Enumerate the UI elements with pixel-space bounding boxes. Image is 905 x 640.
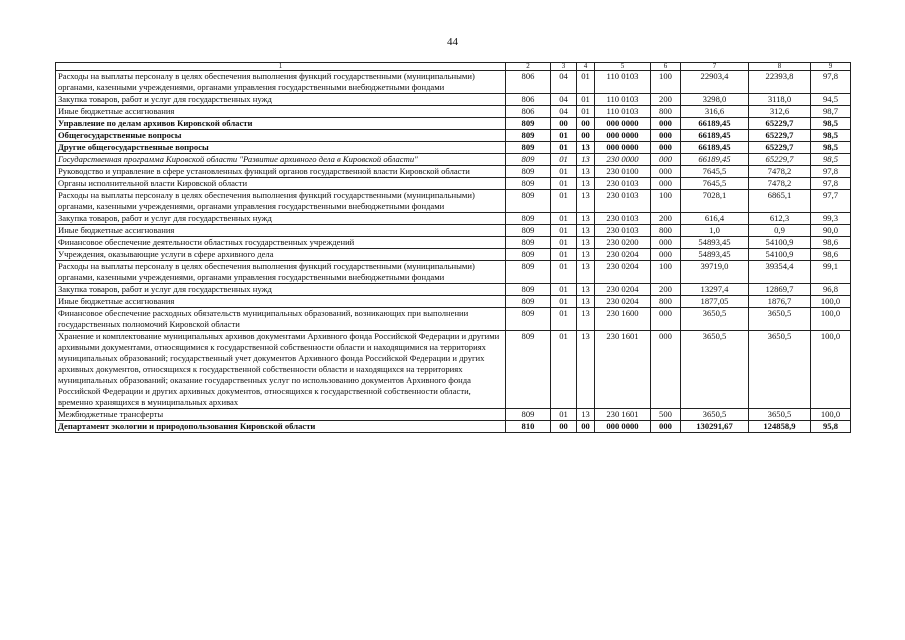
row-name: Другие общегосударственные вопросы [56,142,506,154]
actual-amount: 12869,7 [749,284,811,296]
actual-amount: 65229,7 [749,154,811,166]
column-header: 3 [551,63,577,71]
percent-executed: 90,0 [811,225,851,237]
section-code: 01 [551,166,577,178]
admin-code: 806 [506,94,551,106]
expense-type: 800 [651,225,681,237]
actual-amount: 6865,1 [749,190,811,213]
admin-code: 809 [506,190,551,213]
percent-executed: 98,5 [811,142,851,154]
actual-amount: 65229,7 [749,118,811,130]
subsection-code: 13 [577,284,595,296]
column-header: 4 [577,63,595,71]
table-row [56,154,851,166]
target-code: 000 0000 [595,130,651,142]
planned-amount: 66189,45 [681,130,749,142]
section-code: 04 [551,94,577,106]
row-name: Финансовое обеспечение деятельности областных государственных учреждений [56,237,506,249]
table-row [56,409,851,421]
planned-amount: 130291,67 [681,421,749,433]
section-code: 01 [551,130,577,142]
table-row [56,130,851,142]
expense-type: 000 [651,308,681,331]
subsection-code: 13 [577,178,595,190]
percent-executed: 99,3 [811,213,851,225]
target-code: 230 0200 [595,237,651,249]
table-row [56,261,851,284]
expense-type: 000 [651,118,681,130]
target-code: 230 0103 [595,190,651,213]
target-code: 110 0103 [595,106,651,118]
section-code: 01 [551,409,577,421]
table-row [56,225,851,237]
row-name: Расходы на выплаты персоналу в целях обеспечения выполнения функций государственными (муниципальными) органами, казенными учреждениями, органами управления государственными внебюджетными фондами [56,190,506,213]
planned-amount: 1,0 [681,225,749,237]
target-code: 000 0000 [595,118,651,130]
subsection-code: 13 [577,166,595,178]
subsection-code: 13 [577,308,595,331]
actual-amount: 39354,4 [749,261,811,284]
subsection-code: 13 [577,213,595,225]
table-row [56,237,851,249]
actual-amount: 65229,7 [749,130,811,142]
expense-type: 200 [651,213,681,225]
row-name: Межбюджетные трансферты [56,409,506,421]
subsection-code: 00 [577,130,595,142]
planned-amount: 66189,45 [681,142,749,154]
expense-type: 000 [651,249,681,261]
percent-executed: 98,5 [811,154,851,166]
target-code: 230 0100 [595,166,651,178]
percent-executed: 99,1 [811,261,851,284]
expense-type: 000 [651,237,681,249]
planned-amount: 3298,0 [681,94,749,106]
subsection-code: 13 [577,154,595,166]
table-row [56,178,851,190]
admin-code: 809 [506,130,551,142]
subsection-code: 00 [577,118,595,130]
section-code: 01 [551,331,577,409]
actual-amount: 3650,5 [749,331,811,409]
section-code: 01 [551,178,577,190]
table-row [56,213,851,225]
admin-code: 809 [506,331,551,409]
column-header: 8 [749,63,811,71]
target-code: 000 0000 [595,421,651,433]
row-name: Управление по делам архивов Кировской области [56,118,506,130]
row-name: Расходы на выплаты персоналу в целях обеспечения выполнения функций государственными (муниципальными) органами, казенными учреждениями, органами управления государственными внебюджетными фондами [56,261,506,284]
admin-code: 809 [506,308,551,331]
column-header: 6 [651,63,681,71]
planned-amount: 3650,5 [681,331,749,409]
percent-executed: 98,6 [811,237,851,249]
expense-type: 500 [651,409,681,421]
table-row [56,284,851,296]
subsection-code: 01 [577,106,595,118]
percent-executed: 98,5 [811,130,851,142]
section-code: 01 [551,237,577,249]
percent-executed: 98,6 [811,249,851,261]
subsection-code: 13 [577,296,595,308]
admin-code: 809 [506,284,551,296]
subsection-code: 01 [577,94,595,106]
target-code: 230 1600 [595,308,651,331]
section-code: 01 [551,225,577,237]
row-name: Органы исполнительной власти Кировской области [56,178,506,190]
admin-code: 809 [506,237,551,249]
admin-code: 809 [506,166,551,178]
planned-amount: 3650,5 [681,409,749,421]
row-name: Иные бюджетные ассигнования [56,106,506,118]
admin-code: 806 [506,106,551,118]
target-code: 230 1601 [595,409,651,421]
subsection-code: 13 [577,261,595,284]
actual-amount: 3650,5 [749,409,811,421]
table-row [56,71,851,94]
table-row [56,190,851,213]
table-row [56,106,851,118]
section-code: 01 [551,154,577,166]
subsection-code: 13 [577,237,595,249]
row-name: Учреждения, оказывающие услуги в сфере архивного дела [56,249,506,261]
row-name: Расходы на выплаты персоналу в целях обеспечения выполнения функций государственными (муниципальными) органами, казенными учреждениями, органами управления государственными внебюджетными фондами [56,71,506,94]
table-row [56,296,851,308]
section-code: 01 [551,296,577,308]
percent-executed: 94,5 [811,94,851,106]
section-code: 00 [551,421,577,433]
planned-amount: 66189,45 [681,154,749,166]
admin-code: 809 [506,178,551,190]
expense-type: 800 [651,296,681,308]
target-code: 230 0204 [595,249,651,261]
planned-amount: 22903,4 [681,71,749,94]
table-row [56,249,851,261]
row-name: Закупка товаров, работ и услуг для государственных нужд [56,213,506,225]
target-code: 230 0000 [595,154,651,166]
table-row [56,118,851,130]
admin-code: 809 [506,296,551,308]
section-code: 04 [551,106,577,118]
planned-amount: 39719,0 [681,261,749,284]
actual-amount: 22393,8 [749,71,811,94]
row-name: Руководство и управление в сфере установленных функций органов государственной власти Кировской области [56,166,506,178]
table-row [56,308,851,331]
actual-amount: 0,9 [749,225,811,237]
target-code: 110 0103 [595,71,651,94]
percent-executed: 97,8 [811,71,851,94]
subsection-code: 13 [577,409,595,421]
row-name: Закупка товаров, работ и услуг для государственных нужд [56,284,506,296]
percent-executed: 96,8 [811,284,851,296]
admin-code: 809 [506,213,551,225]
section-code: 01 [551,249,577,261]
row-name: Департамент экологии и природопользования Кировской области [56,421,506,433]
actual-amount: 1876,7 [749,296,811,308]
page-number: 44 [447,36,458,48]
column-header: 7 [681,63,749,71]
planned-amount: 54893,45 [681,249,749,261]
row-name: Иные бюджетные ассигнования [56,225,506,237]
table-row [56,421,851,433]
budget-table [55,62,851,433]
expense-type: 000 [651,421,681,433]
table-row [56,142,851,154]
section-code: 01 [551,213,577,225]
admin-code: 809 [506,225,551,237]
planned-amount: 54893,45 [681,237,749,249]
expense-type: 200 [651,94,681,106]
row-name: Финансовое обеспечение расходных обязательств муниципальных образований, возникающих при выполнении государственных полномочий Кировской области [56,308,506,331]
row-name: Иные бюджетные ассигнования [56,296,506,308]
planned-amount: 616,4 [681,213,749,225]
planned-amount: 7028,1 [681,190,749,213]
planned-amount: 7645,5 [681,178,749,190]
column-header: 9 [811,63,851,71]
expense-type: 800 [651,106,681,118]
row-name: Закупка товаров, работ и услуг для государственных нужд [56,94,506,106]
table-row [56,166,851,178]
target-code: 230 1601 [595,331,651,409]
percent-executed: 100,0 [811,409,851,421]
target-code: 000 0000 [595,142,651,154]
percent-executed: 100,0 [811,296,851,308]
admin-code: 810 [506,421,551,433]
subsection-code: 13 [577,225,595,237]
expense-type: 100 [651,190,681,213]
column-header: 2 [506,63,551,71]
actual-amount: 65229,7 [749,142,811,154]
admin-code: 809 [506,142,551,154]
expense-type: 000 [651,142,681,154]
planned-amount: 13297,4 [681,284,749,296]
subsection-code: 13 [577,331,595,409]
expense-type: 000 [651,154,681,166]
section-code: 01 [551,284,577,296]
admin-code: 809 [506,409,551,421]
expense-type: 000 [651,166,681,178]
actual-amount: 612,3 [749,213,811,225]
expense-type: 000 [651,178,681,190]
target-code: 230 0103 [595,178,651,190]
actual-amount: 7478,2 [749,178,811,190]
planned-amount: 66189,45 [681,118,749,130]
row-name: Общегосударственные вопросы [56,130,506,142]
planned-amount: 316,6 [681,106,749,118]
percent-executed: 97,8 [811,166,851,178]
subsection-code: 13 [577,142,595,154]
subsection-code: 13 [577,190,595,213]
section-code: 01 [551,190,577,213]
row-name: Государственная программа Кировской области "Развитие архивного дела в Кировской области" [56,154,506,166]
target-code: 230 0204 [595,296,651,308]
row-name: Хранение и комплектование муниципальных архивов документами Архивного фонда Российской Федерации и другими архивными документами, относящимися к государственной собственности области и находящимися на территориях муниципальных образований; государственный учет документов Архивного фонда Российской Федерации и других архивных документов, относящихся к государственной собственности области и находящихся на территориях муниципальных образований; оказание государственных услуг по использованию документов Архивного фонда Российской Федерации и других архивных документов, относящихся к государственной собственности области, временно хранящихся в муниципальных архивах [56,331,506,409]
actual-amount: 54100,9 [749,249,811,261]
expense-type: 000 [651,331,681,409]
column-header: 1 [56,63,506,71]
section-code: 01 [551,261,577,284]
percent-executed: 95,8 [811,421,851,433]
admin-code: 809 [506,118,551,130]
actual-amount: 3650,5 [749,308,811,331]
section-code: 01 [551,142,577,154]
section-code: 04 [551,71,577,94]
table-row [56,331,851,409]
percent-executed: 97,7 [811,190,851,213]
admin-code: 809 [506,154,551,166]
admin-code: 809 [506,249,551,261]
percent-executed: 100,0 [811,308,851,331]
expense-type: 200 [651,284,681,296]
header-row [56,63,851,71]
admin-code: 809 [506,261,551,284]
actual-amount: 54100,9 [749,237,811,249]
section-code: 01 [551,308,577,331]
percent-executed: 97,8 [811,178,851,190]
actual-amount: 124858,9 [749,421,811,433]
target-code: 110 0103 [595,94,651,106]
planned-amount: 7645,5 [681,166,749,178]
subsection-code: 13 [577,249,595,261]
expense-type: 100 [651,71,681,94]
target-code: 230 0204 [595,284,651,296]
actual-amount: 312,6 [749,106,811,118]
subsection-code: 01 [577,71,595,94]
percent-executed: 98,5 [811,118,851,130]
target-code: 230 0103 [595,225,651,237]
column-header: 5 [595,63,651,71]
section-code: 00 [551,118,577,130]
subsection-code: 00 [577,421,595,433]
expense-type: 100 [651,261,681,284]
percent-executed: 98,7 [811,106,851,118]
actual-amount: 7478,2 [749,166,811,178]
table-row [56,94,851,106]
planned-amount: 3650,5 [681,308,749,331]
expense-type: 000 [651,130,681,142]
target-code: 230 0204 [595,261,651,284]
percent-executed: 100,0 [811,331,851,409]
target-code: 230 0103 [595,213,651,225]
actual-amount: 3118,0 [749,94,811,106]
admin-code: 806 [506,71,551,94]
planned-amount: 1877,05 [681,296,749,308]
